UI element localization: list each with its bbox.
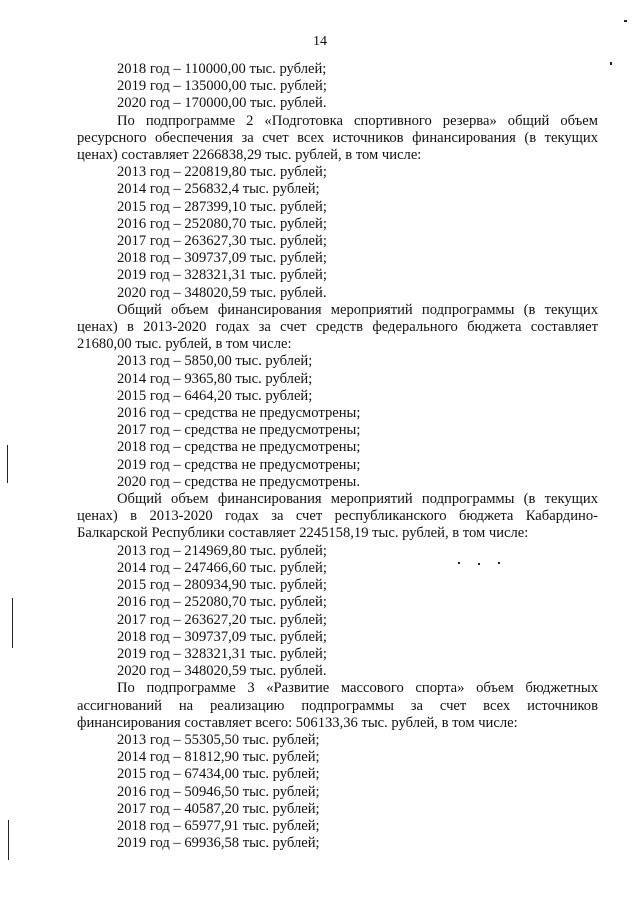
year-line: 2013 год – 5850,00 тыс. рублей; bbox=[117, 353, 313, 370]
year-line: 2017 год – 263627,20 тыс. рублей; bbox=[117, 611, 327, 628]
scan-mark-top-right bbox=[624, 20, 627, 22]
year-line: 2018 год – средства не предусмотрены; bbox=[117, 439, 361, 456]
year-line: 2020 год – 170000,00 тыс. рублей. bbox=[117, 95, 327, 112]
year-line: 2019 год – 328321,31 тыс. рублей; bbox=[117, 645, 327, 662]
year-line: 2014 год – 247466,60 тыс. рублей; bbox=[117, 559, 327, 576]
year-line: 2013 год – 220819,80 тыс. рублей; bbox=[117, 164, 327, 181]
year-line: 2020 год – 348020,59 тыс. рублей. bbox=[117, 284, 327, 301]
scan-edge-left-2 bbox=[12, 598, 13, 648]
paragraph-subprogram-2: По подпрограмме 2 «Подготовка спортивного резерва» общий объем ресурсного обеспечения за счет всех источников финансирования (в текущих ценах) составляет 2266838,29 тыс. рублей, в том числе: bbox=[77, 112, 598, 164]
year-list-e bbox=[77, 732, 598, 852]
scan-edge-left-3 bbox=[8, 820, 9, 860]
year-line: 2020 год – 348020,59 тыс. рублей. bbox=[117, 663, 327, 680]
year-line: 2015 год – 67434,00 тыс. рублей; bbox=[117, 766, 320, 783]
year-line: 2017 год – 40587,20 тыс. рублей; bbox=[117, 800, 320, 817]
year-line: 2018 год – 110000,00 тыс. рублей; bbox=[117, 61, 327, 77]
year-line: 2016 год – 252080,70 тыс. рублей; bbox=[117, 594, 327, 611]
scan-mark-right bbox=[610, 62, 612, 65]
year-line: 2019 год – 135000,00 тыс. рублей; bbox=[117, 78, 327, 95]
year-line: 2014 год – 256832,4 тыс. рублей; bbox=[117, 181, 320, 198]
page-number: 14 bbox=[313, 34, 327, 49]
year-line: 2017 год – средства не предусмотрены; bbox=[117, 422, 361, 439]
paragraph-subprogram-3: По подпрограмме 3 «Развитие массового спорта» объем бюджетных ассигнований на реализацию подпрограммы за счет всех источников финансирования составляет всего: 506133,36 тыс. рублей, в том числе: bbox=[77, 680, 598, 731]
year-line: 2015 год – 6464,20 тыс. рублей; bbox=[117, 387, 313, 404]
year-line: 2014 год – 9365,80 тыс. рублей; bbox=[117, 370, 313, 387]
year-line: 2014 год – 81812,90 тыс. рублей; bbox=[117, 749, 320, 766]
year-line: 2017 год – 263627,30 тыс. рублей; bbox=[117, 233, 327, 250]
year-line: 2018 год – 65977,91 тыс. рублей; bbox=[117, 817, 320, 834]
year-line: 2019 год – 69936,58 тыс. рублей; bbox=[117, 835, 320, 852]
year-line: 2016 год – 50946,50 тыс. рублей; bbox=[117, 783, 320, 800]
year-list-c bbox=[77, 353, 598, 491]
year-line: 2016 год – средства не предусмотрены; bbox=[117, 405, 361, 422]
year-list-a bbox=[77, 61, 598, 113]
year-list-d bbox=[77, 543, 598, 681]
year-line: 2015 год – 280934,90 тыс. рублей; bbox=[117, 577, 327, 594]
paragraph-republican-budget: Общий объем финансирования мероприятий подпрограммы (в текущих ценах) в 2013-2020 годах за счет республиканского бюджета Кабардино-Балкарской Республики составляет 2245158,19 тыс. рублей, в том числе: bbox=[77, 491, 598, 542]
document-body bbox=[77, 61, 598, 852]
scan-edge-left-1 bbox=[7, 445, 8, 483]
year-line: 2013 год – 214969,80 тыс. рублей; bbox=[117, 542, 327, 559]
paragraph-federal-budget: Общий объем финансирования мероприятий подпрограммы (в текущих ценах) в 2013-2020 годах за счет средств федерального бюджета составляет 21680,00 тыс. рублей, в том числе: bbox=[77, 301, 598, 353]
year-line: 2019 год – 328321,31 тыс. рублей; bbox=[117, 267, 327, 284]
year-line: 2019 год – средства не предусмотрены; bbox=[117, 456, 361, 473]
year-line: 2013 год – 55305,50 тыс. рублей; bbox=[117, 731, 320, 748]
year-list-b bbox=[77, 164, 598, 302]
year-line: 2015 год – 287399,10 тыс. рублей; bbox=[117, 198, 327, 215]
year-line: 2018 год – 309737,09 тыс. рублей; bbox=[117, 250, 327, 267]
year-line: 2020 год – средства не предусмотрены. bbox=[117, 473, 360, 490]
year-line: 2018 год – 309737,09 тыс. рублей; bbox=[117, 628, 327, 645]
year-line: 2016 год – 252080,70 тыс. рублей; bbox=[117, 215, 327, 232]
